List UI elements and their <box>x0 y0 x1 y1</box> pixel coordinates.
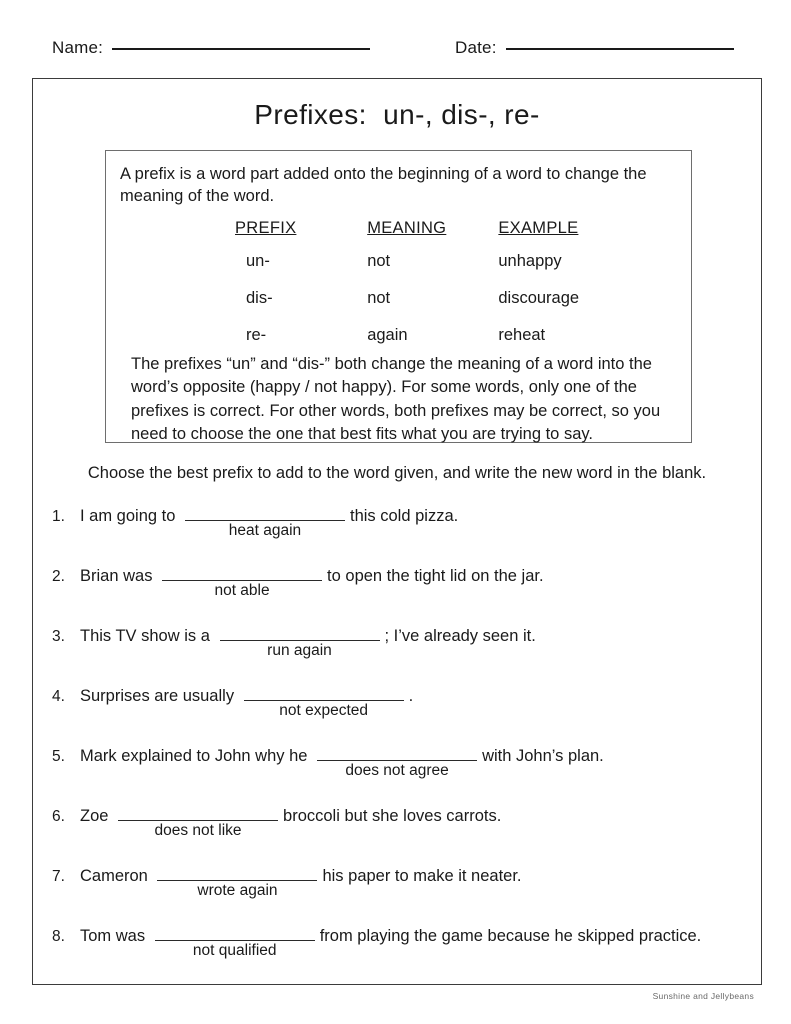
column-header-example: EXAMPLE <box>498 219 579 237</box>
question-text-after: ; I’ve already seen it. <box>384 627 536 645</box>
question-text-before: I am going to <box>80 507 176 525</box>
answer-hint: wrote again <box>197 882 278 899</box>
name-field <box>52 38 370 58</box>
question-text-after: . <box>408 687 414 705</box>
question-number: 8. <box>52 928 65 945</box>
question-item <box>32 865 762 925</box>
question-item <box>32 925 762 985</box>
question-number: 4. <box>52 688 65 705</box>
question-text-before: This TV show is a <box>80 627 210 645</box>
question-number: 3. <box>52 628 65 645</box>
question-number: 7. <box>52 868 65 885</box>
answer-hint: does not agree <box>345 762 449 779</box>
question-text-before: Cameron <box>80 867 148 885</box>
answer-blank-group <box>239 685 409 719</box>
question-text-after: his paper to make it neater. <box>322 867 522 885</box>
page-title: Prefixes: un-, dis-, re- <box>254 99 540 130</box>
question-item <box>32 685 762 745</box>
question-text-before: Tom was <box>80 927 146 945</box>
question-number: 6. <box>52 808 65 825</box>
answer-blank[interactable] <box>244 685 404 701</box>
cell-prefix: dis- <box>246 289 273 307</box>
answer-blank-group <box>152 865 322 899</box>
question-text-after: with John’s plan. <box>482 747 604 765</box>
answer-blank[interactable] <box>185 505 345 521</box>
question-item <box>32 565 762 625</box>
question-item <box>32 625 762 685</box>
question-text-before: Brian was <box>80 567 153 585</box>
date-write-line[interactable] <box>506 48 734 50</box>
column-header-meaning: MEANING <box>367 219 447 237</box>
question-item <box>32 805 762 865</box>
name-label: Name: <box>52 38 104 57</box>
question-text-after: broccoli but she loves carrots. <box>283 807 502 825</box>
cell-example: reheat <box>498 326 546 344</box>
prefix-reference-table <box>120 219 680 363</box>
name-write-line[interactable] <box>112 48 370 50</box>
answer-blank-group <box>215 625 385 659</box>
prefix-info-box <box>105 150 692 443</box>
cell-prefix: un- <box>246 252 270 270</box>
question-text-after: to open the tight lid on the jar. <box>327 567 544 585</box>
question-list <box>32 505 762 985</box>
worksheet-instruction: Choose the best prefix to add to the word given, and write the new word in the blank. <box>87 464 707 482</box>
question-text-after: this cold pizza. <box>349 507 459 525</box>
answer-blank[interactable] <box>317 745 477 761</box>
footer-credit: Sunshine and Jellybeans <box>652 991 754 1001</box>
cell-meaning: not <box>367 252 391 270</box>
question-number: 2. <box>52 568 65 585</box>
answer-blank-group <box>180 505 350 539</box>
answer-blank-group <box>312 745 482 779</box>
cell-meaning: again <box>367 326 408 344</box>
answer-hint: does not like <box>154 822 242 839</box>
question-text-before: Mark explained to John why he <box>80 747 308 765</box>
question-text-after: from playing the game because he skipped practice. <box>319 927 702 945</box>
answer-blank[interactable] <box>220 625 380 641</box>
prefix-usage-note: The prefixes “un” and “dis-” both change the meaning of a word into the word’s opposite (happy / not happy). For some words, only one of the prefixes is correct. For other words, both prefixes may be correct, so you need to choose the one that best fits what you are trying to say. <box>131 355 661 444</box>
column-header-prefix: PREFIX <box>235 219 297 237</box>
question-item <box>32 745 762 805</box>
date-field <box>455 38 734 58</box>
answer-blank-group <box>150 925 320 959</box>
cell-example: unhappy <box>498 252 562 270</box>
answer-blank-group <box>157 565 327 599</box>
answer-blank[interactable] <box>157 865 317 881</box>
answer-blank[interactable] <box>155 925 315 941</box>
answer-blank[interactable] <box>162 565 322 581</box>
question-text-before: Zoe <box>80 807 109 825</box>
cell-meaning: not <box>367 289 391 307</box>
question-item <box>32 505 762 565</box>
answer-hint: heat again <box>228 522 302 539</box>
question-number: 5. <box>52 748 65 765</box>
table-header-row <box>120 219 680 252</box>
answer-hint: not qualified <box>192 942 277 959</box>
answer-hint: run again <box>267 642 332 659</box>
answer-hint: not expected <box>279 702 369 719</box>
cell-prefix: re- <box>246 326 267 344</box>
prefix-definition-text: A prefix is a word part added onto the beginning of a word to change the meaning of the word. <box>120 165 647 206</box>
answer-blank[interactable] <box>118 805 278 821</box>
question-number: 1. <box>52 508 65 525</box>
cell-example: discourage <box>498 289 580 307</box>
table-row <box>120 252 680 289</box>
student-info-row <box>0 38 791 68</box>
answer-blank-group <box>113 805 283 839</box>
date-label: Date: <box>455 38 497 57</box>
answer-hint: not able <box>214 582 270 599</box>
table-row <box>120 289 680 326</box>
question-text-before: Surprises are usually <box>80 687 235 705</box>
